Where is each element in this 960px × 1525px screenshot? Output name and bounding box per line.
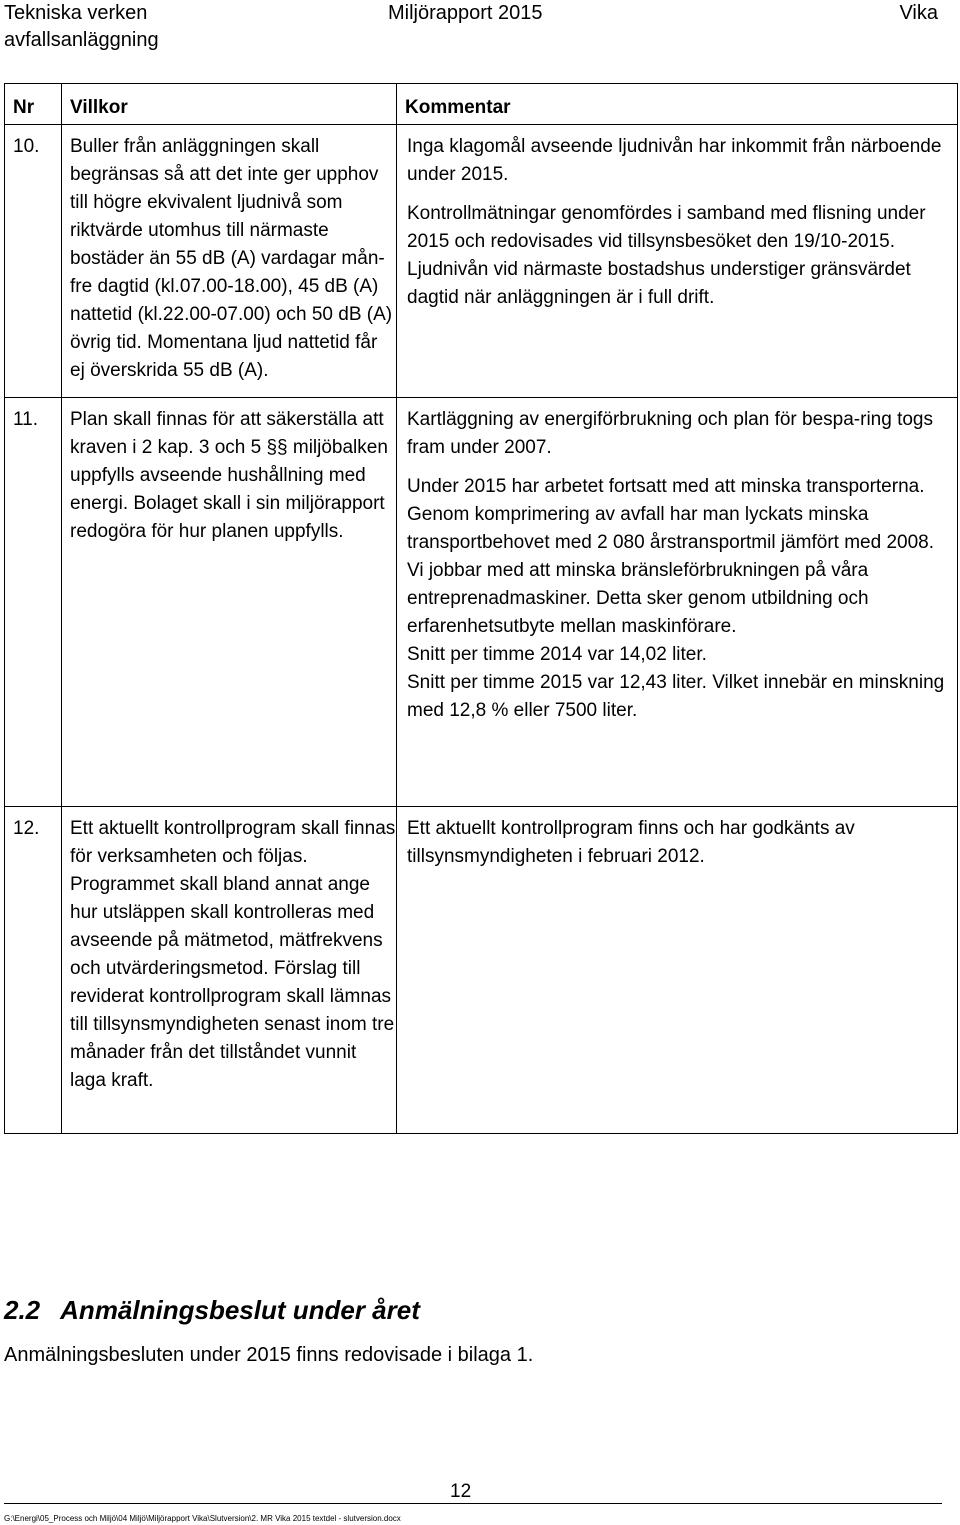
- section-body: Anmälningsbesluten under 2015 finns redovisade i bilaga 1.: [4, 1344, 534, 1366]
- header-company: Tekniska verken: [4, 2, 148, 24]
- row-comment: [397, 398, 958, 807]
- header-report-title: Miljörapport 2015: [388, 2, 543, 24]
- table-row: [5, 807, 958, 1134]
- row-number: 10.: [5, 125, 62, 398]
- table-row: [5, 125, 958, 398]
- footer-divider: [4, 1503, 942, 1504]
- comment-paragraph: Snitt per timme 2014 var 14,02 liter.: [407, 644, 707, 665]
- header-site: Vika: [899, 2, 938, 24]
- section-number: 2.2: [4, 1295, 41, 1325]
- header-left: [4, 0, 159, 54]
- row-condition: Buller från anläggningen skall begränsas så att det inte ger upphov till högre ekvivalent ljudnivå som riktvärde utomhus till närmaste bostäder än 55 dB (A) vardagar mån-fre dagtid (kl.07.00-18.00), 45 dB (A) nattetid (kl.22.00-07.00) och 50 dB (A) övrig tid. Momentana ljud nattetid får ej överskrida 55 dB (A).: [62, 125, 397, 398]
- header-villkor: Villkor: [62, 84, 397, 125]
- row-comment: [397, 807, 958, 1134]
- conditions-table: [4, 83, 958, 1134]
- comment-paragraph: Kontrollmätningar genomfördes i samband med flisning under 2015 och redovisades vid tillsynsbesöket den 19/10-2015. Ljudnivån vid närmaste bostadshus understiger gränsvärdet dagtid när anläggningen är i full drift.: [407, 203, 926, 308]
- header-nr: Nr: [5, 84, 62, 125]
- header-facility: avfallsanläggning: [4, 29, 159, 51]
- page-number: 12: [450, 1481, 472, 1502]
- row-condition: Plan skall finnas för att säkerställa att kraven i 2 kap. 3 och 5 §§ miljöbalken uppfylls avseende hushållning med energi. Bolaget skall i sin miljörapport redogöra för hur planen uppfylls.: [62, 398, 397, 807]
- comment-paragraph: Vi jobbar med att minska bränsleförbrukningen på våra entreprenadmaskiner. Detta sker genom utbildning och erfarenhetsutbyte mellan maskinförare.: [407, 560, 869, 637]
- row-number: 12.: [5, 807, 62, 1134]
- row-number: 11.: [5, 398, 62, 807]
- comment-paragraph: Kartläggning av energiförbrukning och plan för bespa-ring togs fram under 2007.: [407, 409, 933, 458]
- table-header-row: [5, 84, 958, 125]
- comment-paragraph: Snitt per timme 2015 var 12,43 liter. Vilket innebär en minskning med 12,8 % eller 7500 liter.: [407, 672, 945, 721]
- table-row: [5, 398, 958, 807]
- header-kommentar: Kommentar: [397, 84, 958, 125]
- row-comment: [397, 125, 958, 398]
- comment-paragraph: Under 2015 har arbetet fortsatt med att minska transporterna. Genom komprimering av avfall har man lyckats minska transportbehovet med 2 080 årstransportmil jämfört med 2008.: [407, 476, 934, 553]
- section-heading: [4, 1292, 420, 1328]
- comment-paragraph: Inga klagomål avseende ljudnivån har inkommit från närboende under 2015.: [407, 136, 942, 185]
- footer-file-path: G:\Energi\05_Process och Miljö\04 Miljö\Miljörapport Vika\Slutversion\2. MR Vika 2015 textdel - slutversion.docx: [4, 1514, 401, 1523]
- row-condition: Ett aktuellt kontrollprogram skall finnas för verksamheten och följas. Programmet skall bland annat ange hur utsläppen skall kontrolleras med avseende på mätmetod, mätfrekvens och utvärderingsmetod. Förslag till reviderat kontrollprogram skall lämnas till tillsynsmyndigheten senast inom tre månader från det tillståndet vunnit laga kraft.: [62, 807, 397, 1134]
- comment-paragraph: Ett aktuellt kontrollprogram finns och har godkänts av tillsynsmyndigheten i februari 2012.: [407, 818, 855, 867]
- section-title: Anmälningsbeslut under året: [60, 1295, 420, 1325]
